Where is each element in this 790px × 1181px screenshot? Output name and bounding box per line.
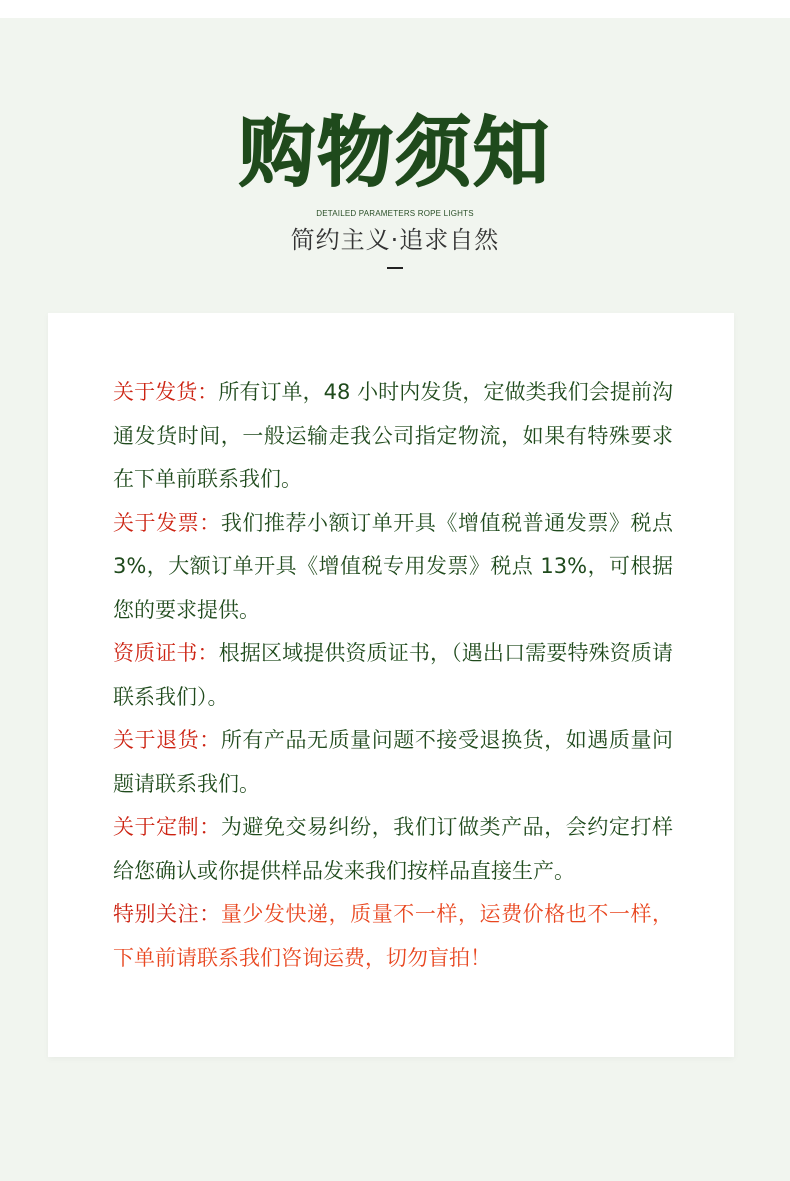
section-text: 为避免交易纠纷，我们订做类产品，会约定打样给您确认或你提供样品发来我们按样品直接生产。 [113, 815, 674, 883]
subtitle-english: DETAILED PARAMETERS ROPE LIGHTS [316, 209, 474, 218]
section-invoice [113, 502, 673, 633]
section-returns [113, 719, 673, 806]
subtitle-chinese: 简约主义·追求自然 [290, 226, 500, 254]
divider-dash [387, 267, 403, 269]
section-label: 资质证书： [113, 641, 219, 665]
section-certificates [113, 632, 673, 719]
page-title: 购物须知 [239, 108, 551, 197]
notice-content [113, 371, 673, 980]
section-label: 关于发票： [113, 510, 221, 535]
section-label: 特别关注： [113, 902, 221, 926]
section-text: 我们推荐小额订单开具《增值税普通发票》税点 3%，大额订单开具《增值税专用发票》税点 13%，可根据您的要求提供。 [113, 510, 674, 622]
header [0, 105, 790, 269]
notice-card [48, 313, 734, 1057]
section-label: 关于发货： [113, 380, 219, 404]
section-shipping [113, 371, 673, 502]
section-text: 所有产品无质量问题不接受退换货，如遇质量问题请联系我们。 [113, 728, 674, 796]
section-customization [113, 806, 673, 893]
section-label: 关于退货： [113, 728, 221, 752]
section-special-attention [113, 893, 673, 980]
section-text: 所有订单，48 小时内发货，定做类我们会提前沟通发货时间，一般运输走我公司指定物流，如果有特殊要求在下单前联系我们。 [113, 380, 673, 491]
section-text: 根据区域提供资质证书，（遇出口需要特殊资质请联系我们）。 [113, 641, 674, 709]
section-label: 关于定制： [113, 815, 221, 839]
section-text: 量少发快递，质量不一样，运费价格也不一样，下单前请联系我们咨询运费，切勿盲拍！ [113, 902, 674, 970]
